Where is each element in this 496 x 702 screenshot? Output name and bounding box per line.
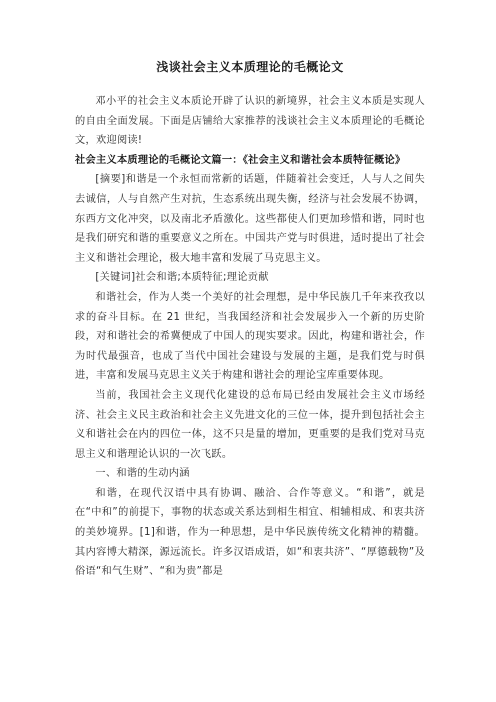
abstract-paragraph: [摘要]和谐是一个永恒而常新的话题，伴随着社会变迁，人与人之间失去诚信，人与自然产生对抗，生态系统出现失衡，经济与社会发展不协调，东西方文化冲突，以及南北矛盾激化。这些都使人们更加珍惜和谐，同时也是我们研究和谐的重要意义之所在。中国共产党与时俱进，适时提出了社会主义和谐社会理论，极大地丰富和发展了马克思主义。 xyxy=(75,174,425,264)
intro-paragraph: 邓小平的社会主义本质论开辟了认识的新境界，社会主义本质是实现人的自由全面发展。下面是店铺给大家推荐的浅谈社会主义本质理论的毛概论文，欢迎阅读! xyxy=(75,96,425,147)
subheading-1: 一、和谐的生动内涵 xyxy=(95,468,190,480)
body-paragraph-2: 当前，我国社会主义现代化建设的总布局已经由发展社会主义市场经济、社会主义民主政治和社会主义先进文化的三位一体，提升到包括社会主义和谐社会在内的四位一体，这不只是量的增加，更重要的是我们党对马克思主义和谐理论认识的一次飞跃。 xyxy=(75,389,425,460)
document-page xyxy=(75,58,425,582)
section-heading: 社会主义本质理论的毛概论文篇一：《社会主义和谐社会本质特征概论》 xyxy=(75,154,406,166)
body-paragraph-3: 和谐，在现代汉语中具有协调、融洽、合作等意义。“和谐”，就是在“中和”的前提下，事物的状态或关系达到相生相宜、相辅相成、和衷共济的美妙境界。[1]和谐，作为一种思想，是中华民族传统文化精神的精髓。其内容博大精深，源远流长。许多汉语成语，如“和衷共济”、“厚德载物”及俗语“和气生财”、“和为贵”都是 xyxy=(75,487,425,578)
document-title: 浅谈社会主义本质理论的毛概论文 xyxy=(156,60,344,74)
body-paragraph-1: 和谐社会，作为人类一个美好的社会理想，是中华民族几千年来孜孜以求的奋斗目标。在 21 世纪，当我国经济和社会发展步入一个新的历史阶段，对和谐社会的希冀便成了中国人的现实要求。因此，构建和谐社会，作为时代最强音，也成了当代中国社会建设与发展的主题，是我们党与时俱进，丰富和发展马克思主义关于构建和谐社会的理论宝库重要体现。 xyxy=(75,291,425,382)
keywords-line: [关键词]社会和谐;本质特征;理论贡献 xyxy=(95,272,269,284)
